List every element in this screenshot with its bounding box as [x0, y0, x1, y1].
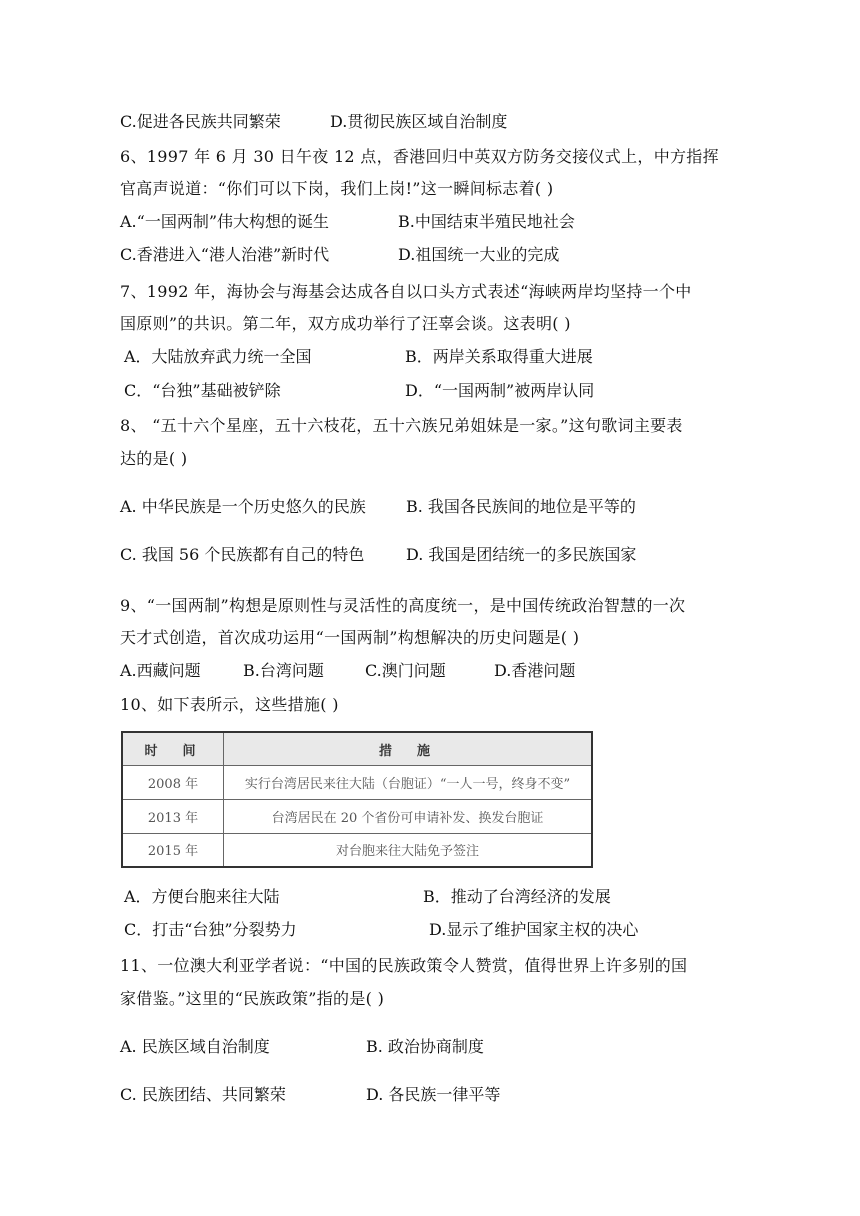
- q6-stem-line2: 官高声说道：“你们可以下岗，我们上岗!”这一瞬间标志着( ): [120, 179, 554, 198]
- q11-stem-line1: 11、一位澳大利亚学者说：“中国的民族政策令人赞赏，值得世界上许多别的国: [120, 956, 688, 975]
- q11-option-d: D. 各民族一律平等: [366, 1085, 501, 1104]
- q10-option-a: A．方便台胞来往大陆: [124, 887, 280, 906]
- q8-option-c: C. 我国 56 个民族都有自己的特色: [120, 545, 365, 564]
- q7-option-b: B．两岸关系取得重大进展: [405, 347, 593, 366]
- table-cell-measure: 实行台湾居民来往大陆（台胞证）“一人一号，终身不变”: [244, 776, 571, 792]
- q8-option-d: D. 我国是团结统一的多民族国家: [406, 545, 637, 564]
- q6-stem-line1: 6、1997 年 6 月 30 日午夜 12 点，香港回归中英双方防务交接仪式上，中方指挥: [120, 147, 719, 166]
- q7-option-c: C．“台独”基础被铲除: [124, 381, 281, 400]
- q7-option-a: A．大陆放弃武力统一全国: [124, 347, 312, 366]
- table-header-row: [123, 733, 591, 766]
- table-row: [123, 833, 591, 866]
- q9-option-d: D.香港问题: [494, 661, 576, 680]
- q11-option-a: A. 民族区域自治制度: [120, 1037, 270, 1056]
- q8-option-a: A. 中华民族是一个历史悠久的民族: [120, 497, 366, 516]
- table-cell-measure: 对台胞来往大陆免予签注: [335, 844, 479, 859]
- table-cell-year: 2008 年: [123, 765, 224, 799]
- q8-stem-line1: 8、 “五十六个星座，五十六枝花，五十六族兄弟姐妹是一家。”这句歌词主要表: [120, 416, 683, 435]
- q6-option-b: B.中国结束半殖民地社会: [398, 212, 575, 231]
- q6-option-d: D.祖国统一大业的完成: [398, 245, 560, 264]
- q8-stem-line2: 达的是( ): [120, 449, 188, 468]
- q7-stem-line2: 国原则”的共识。第二年，双方成功举行了汪辜会谈。这表明( ): [120, 314, 571, 333]
- q7-option-d: D．“一国两制”被两岸认同: [405, 381, 595, 400]
- table-header-time: 时 间: [123, 733, 224, 765]
- q9-option-c: C.澳门问题: [365, 661, 446, 680]
- table-cell-measure: 台湾居民在 20 个省份可申请补发、换发台胞证: [271, 810, 544, 826]
- q5-option-c: C.促进各民族共同繁荣: [120, 112, 281, 131]
- q11-option-b: B. 政治协商制度: [366, 1037, 484, 1056]
- table-header-measure: 措 施: [378, 743, 436, 759]
- q8-option-b: B. 我国各民族间的地位是平等的: [406, 497, 636, 516]
- q9-option-b: B.台湾问题: [243, 661, 324, 680]
- table-cell-year: 2013 年: [123, 799, 224, 833]
- q6-option-a: A.“一国两制”伟大构想的诞生: [120, 212, 330, 231]
- q10-option-c: C．打击“台独”分裂势力: [124, 920, 297, 939]
- q11-stem-line2: 家借鉴。”这里的“民族政策”指的是( ): [120, 989, 385, 1008]
- q5-option-d: D.贯彻民族区域自治制度: [330, 112, 508, 131]
- table-row: [123, 799, 591, 834]
- q6-option-c: C.香港进入“港人治港”新时代: [120, 245, 330, 264]
- table-cell-year: 2015 年: [123, 833, 224, 866]
- q10-stem-line1: 10、如下表所示，这些措施( ): [120, 695, 339, 714]
- q7-stem-line1: 7、1992 年，海协会与海基会达成各自以口头方式表述“海峡两岸均坚持一个中: [120, 282, 692, 301]
- q10-option-d: D.显示了维护国家主权的决心: [429, 920, 639, 939]
- q9-stem-line1: 9、“一国两制”构想是原则性与灵活性的高度统一，是中国传统政治智慧的一次: [120, 596, 686, 615]
- table-row: [123, 765, 591, 800]
- q9-stem-line2: 天才式创造，首次成功运用“一国两制”构想解决的历史问题是( ): [120, 628, 580, 647]
- measures-table: [121, 731, 593, 868]
- q9-option-a: A.西藏问题: [120, 661, 201, 680]
- q11-option-c: C. 民族团结、共同繁荣: [120, 1085, 286, 1104]
- q10-option-b: B．推动了台湾经济的发展: [423, 887, 611, 906]
